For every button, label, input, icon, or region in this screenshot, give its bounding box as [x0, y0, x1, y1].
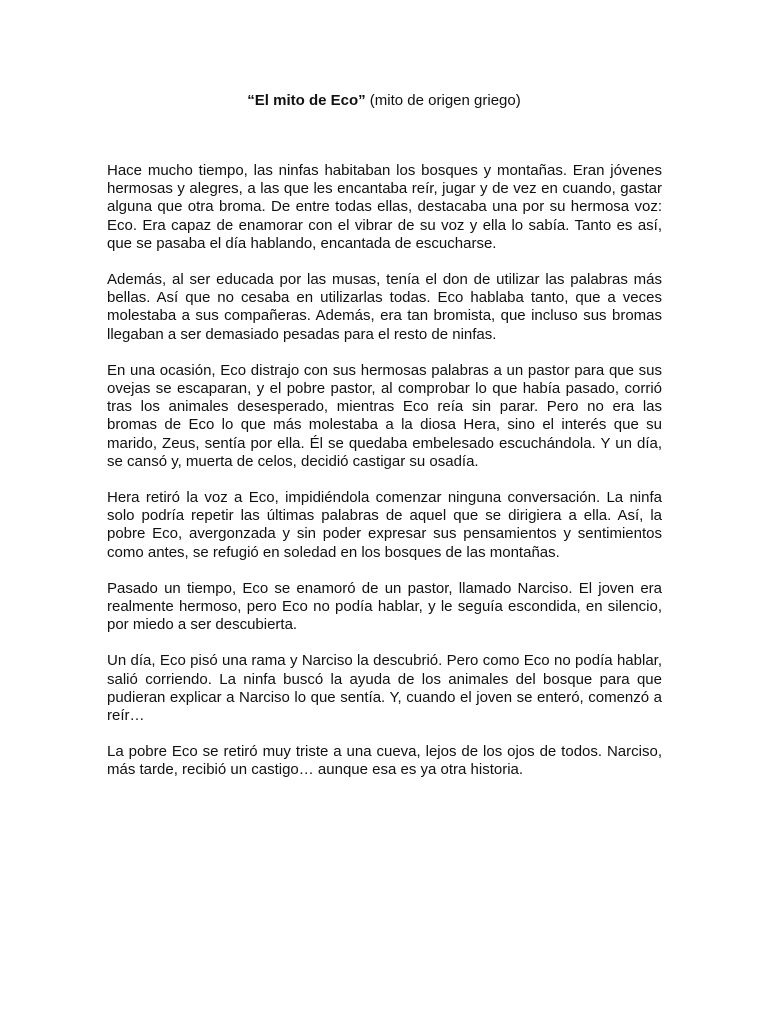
document-body — [107, 162, 662, 798]
paragraph: Hace mucho tiempo, las ninfas habitaban los bosques y montañas. Eran jóvenes hermosas y alegres, a las que les encantaba reír, jugar y de vez en cuando, gastar alguna que otra broma. De entre todas ellas, destacaba una por su hermosa voz: Eco. Era capaz de enamorar con el vibrar de su voz y ella lo sabía. Tanto es así, que se pasaba el día hablando, encantada de escucharse. — [107, 162, 662, 252]
document-title — [0, 91, 768, 111]
title-main: “El mito de Eco” — [247, 92, 366, 109]
paragraph: Pasado un tiempo, Eco se enamoró de un pastor, llamado Narciso. El joven era realmente hermoso, pero Eco no podía hablar, y le seguía escondida, en silencio, por miedo a ser descubierta. — [107, 579, 662, 634]
paragraph: Hera retiró la voz a Eco, impidiéndola comenzar ninguna conversación. La ninfa solo podría repetir las últimas palabras de aquel que se dirigiera a ella. Así, la pobre Eco, avergonzada y sin poder expresar sus pensamientos y sentimientos como antes, se refugió en soledad en los bosques de las montañas. — [107, 489, 662, 561]
paragraph: Un día, Eco pisó una rama y Narciso la descubrió. Pero como Eco no podía hablar, salió corriendo. La ninfa buscó la ayuda de los animales del bosque para que pudieran explicar a Narciso lo que sentía. Y, cuando el joven se enteró, comenzó a reír… — [107, 652, 662, 725]
title-subtitle: (mito de origen griego) — [365, 92, 521, 109]
paragraph: La pobre Eco se retiró muy triste a una cueva, lejos de los ojos de todos. Narciso, más tarde, recibió un castigo… aunque esa es ya otra historia. — [107, 743, 662, 779]
paragraph: Además, al ser educada por las musas, tenía el don de utilizar las palabras más bellas. Así que no cesaba en utilizarlas todas. Eco hablaba tanto, que a veces molestaba a sus compañeras. Además, era tan bromista, que incluso sus bromas llegaban a ser demasiado pesadas para el resto de ninfas. — [107, 271, 662, 343]
paragraph: En una ocasión, Eco distrajo con sus hermosas palabras a un pastor para que sus ovejas se escaparan, y el pobre pastor, al comprobar lo que había pasado, corrió tras los animales desesperado, mientras Eco reía sin parar. Pero no era las bromas de Eco lo que más molestaba a la diosa Hera, sino el interés que su marido, Zeus, sentía por ella. Él se quedaba embelesado escuchándola. Y un día, se cansó y, muerta de celos, decidió castigar su osadía. — [107, 361, 662, 470]
